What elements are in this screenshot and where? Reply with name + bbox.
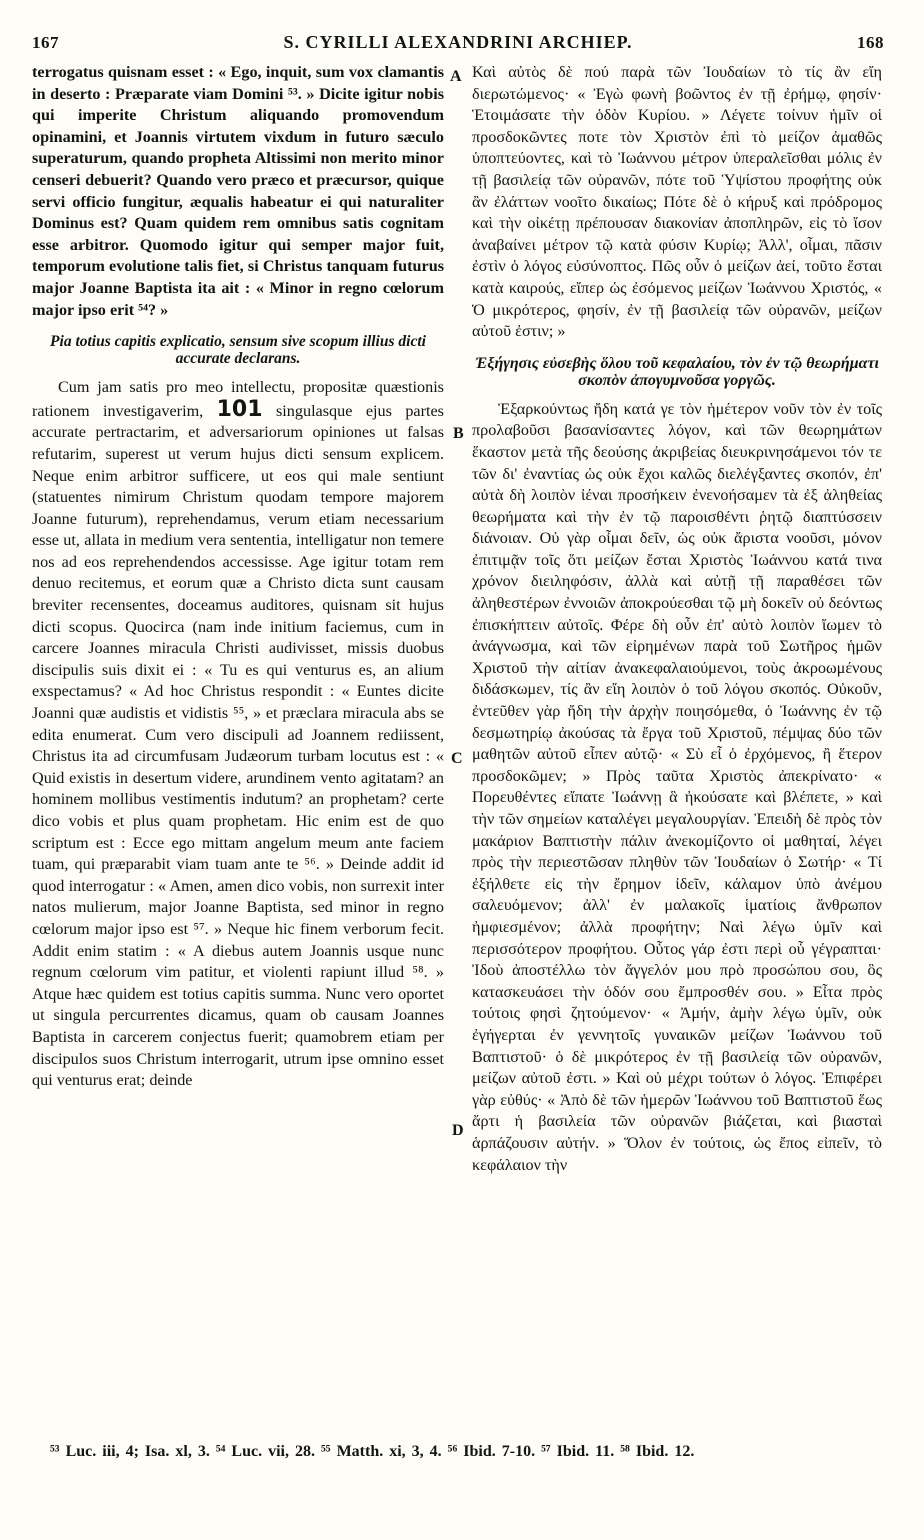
- latin-paragraph-2-start: Cum jam satis pro meo intellectu, propositæ quæstionis rationem investigaverim,: [32, 378, 444, 420]
- greek-section-title: Ἐξήγησις εὐσεβὴς ὅλου τοῦ κεφαλαίου, τὸν ἐν τῷ θεωρήματι σκοπὸν ἀπογυμνοῦσα γοργῶς.: [475, 354, 879, 389]
- latin-column: [32, 62, 444, 1092]
- margin-letter-d: D: [452, 1122, 464, 1139]
- latin-paragraph-2-rest: singulasque ejus partes accurate pertractarim, et adversariorum opiniones ut falsas refutarim, superest ut verum hujus dicti sensum explicem. Neque enim arbitror sufficere, ut eos qui male sentiunt (statuentes nimirum Christum quodam tempore majorem Joanne futurum), reprehendamus, verum etiam necessarium esse ut, allata in medium vera sententia, intelligatur non temere nos ad eos reprehendendos accessisse. Age igitur totam rem denuo recitemus, et eorum quæ a Christo dicta sunt causam breviter recensentes, doceamus auditores, quisnam sit hujus dicti scopus. Quocirca (nam inde initium faciemus, cum in carcere Joannes miracula Christi audivisset, missis duobus discipulis suis dixit ei : « Tu es qui venturus es, an alium exspectamus? « Ad hoc Christus respondit : « Euntes dicite Joanni quæ audistis et vidistis ⁵⁵, » et præclara miracula abs se edita enumerat. Cum vero discipuli ad Joannem rediissent, Christus ita ad circumfusam Judæorum turbam locutus est : « Quid existis in desertum videre, arundinem vento agitatam? an hominem mollibus vestimentis indutum? an prophetam? certe dico vobis et plus quam prophetam. Hic enim est de quo scriptum est : Ecce ego mittam angelum meum ante faciem tuam, qui præparabit viam tuam ante te ⁵⁶. » Deinde addit id quod interrogatur : « Amen, amen dico vobis, non surrexit inter natos mulierum, major Joanne Baptista, sed minor in regno cœlorum major ipso est ⁵⁷. » Neque hic finem verborum fecit. Addit enim statim : « A diebus autem Joannis usque nunc regnum cœlorum vim patitur, et violenti rapiunt illud ⁵⁸. » Atque hæc quidem est totius capitis summa. Nunc vero oportet ut singula percurrentes dicamus, quam ob causam Joannes Baptista in carcerem conjectus fuerit; quamobrem etiam per discipulos suos Christum interrogarit, utrum ipse omnino esset qui venturus erat; deinde: [32, 401, 444, 1090]
- footnotes: ⁵³ Luc. iii, 4; Isa. xl, 3. ⁵⁴ Luc. vii, 28. ⁵⁵ Matth. xi, 3, 4. ⁵⁶ Ibid. 7-10. ⁵⁷ Ibid. 11. ⁵⁸ Ibid. 12.: [50, 1443, 695, 1460]
- margin-letter-a: A: [450, 68, 462, 85]
- right-page-number: 168: [856, 33, 884, 52]
- margin-letter-b: B: [453, 425, 464, 442]
- greek-paragraph-1: Καὶ αὐτὸς δὲ πού παρὰ τῶν Ἰουδαίων τὸ τίς ἂν εἴη διερωτώμενος· « Ἐγὼ φωνὴ βοῶντος ἐν τῇ ἐρήμῳ, φησίν· Ἑτοιμάσατε τὴν ὁδὸν Κυρίου. » Λέγετε τοίνυν ἡμῖν οἱ προσδοκῶντες ποτε τὸν Χριστὸν ἐπὶ τὸ μείζον ἀμαθῶς ὑποπτεύοντες, καὶ τὸ Ἰωάννου μέτρον ὑπεραλεῖσθαι μόλις ἐν τῇ βασιλείᾳ τῶν οὐρανῶν, πότε τοῦ Ὑψίστου προφήτης οὐκ ἂν ἐλάττων νοοῖτο δικαίως; Πότε δὲ ὁ κήρυξ καὶ πρόδρομος καὶ τὴν οἰκέτῃ πρέπουσαν διακονίαν ἀποπληρῶν, εἰς τὸ ἴσον ἀναβαίνει μέτρον τῷ κατὰ φύσιν Κυρίῳ; Ἀλλ', οἶμαι, πᾶσιν ἐστὶν ὁ λόγος εὐσύνοπτος. Πῶς οὖν ὁ μείζων ἀεί, τοῦτο ἔσται κατὰ καιρούς, εἴπερ ὡς ἐσόμενος μείζων Ἰωάννου Χριστός, « Ὁ μικρότερος, φησίν, ἐν τῇ βασιλείᾳ τῶν οὐρανῶν, μείζων αὐτοῦ ἐστιν; »: [472, 63, 882, 341]
- latin-section-title: Pia totius capitis explicatio, sensum sive scopum illius dicti accurate declarans.: [50, 333, 426, 368]
- running-title: S. CYRILLI ALEXANDRINI ARCHIEP.: [283, 32, 633, 52]
- running-header: [32, 32, 884, 58]
- left-page-number: 167: [32, 33, 59, 52]
- column-number: 101: [216, 396, 263, 422]
- greek-column: [472, 62, 882, 1176]
- latin-paragraph-1: terrogatus quisnam esset : « Ego, inquit, sum vox clamantis in deserto : Præparate viam Domini ⁵³. » Dicite igitur nobis qui imperite Christum aliquando promovendum opinamini, et Joannis virtutem vixdum in futuro sæculo superaturum, quando propheta Altissimi non merito minor censeri debuerit? Quando vero præco et præcursor, quique servi officio fungitur, æqualis habeatur ei qui naturaliter Dominus est? Quam quidem rem omnibus satis cognitam esse arbitror. Quomodo igitur qui semper major fuit, temporum evolutione talis fiet, si Christus tanquam futurus major Joanne Baptista ita ait : « Minor in regno cœlorum major ipso erit ⁵⁴? »: [32, 63, 444, 319]
- greek-paragraph-2: Ἐξαρκούντως ἤδη κατά γε τὸν ἡμέτερον νοῦν τὸν ἐν τοῖς προλαβοῦσι βασανίσαντες λόγον, καὶ τῶν θεωρημάτων ἕκαστον μετὰ τῆς δεούσης ἀκριβείας διευκρινησάμενοι τόν τε τῶν δι' ἐναντίας ὡς οὐκ ἔχοι καλῶς διελέγξαντες σκοπόν, ἐπ' αὐτὰ δὴ λοιπὸν ἰέναι προσήκειν ἐνενοήσαμεν τὰ ἐξ ἀληθείας θεωρήματα καὶ τὴν ἐν τῷ παροισθέντι ῥητῷ διαπτύσσειν διάνοιαν. Οὐ γὰρ οἶμαι δεῖν, ὡς οὐκ ἄριστα νοοῦσι, μόνον ἐπιτιμᾷν τοῖς ὅτι μείζων ἔσται Χριστὸς Ἰωάννου κατά τινα χρόνον διειληφόσιν, ἀλλὰ καὶ αὐτῇ τῇ παραθέσει τῶν ἀληθεστέρων ἐννοιῶν ἀποκρούεσθαι τῷ μὴ δοκεῖν οὐ δεόντως ἐπισκήπτειν αὐτοῖς. Φέρε δὴ οὖν ἐπ' αὐτὸ λοιπὸν ἴωμεν τὸ ἀνάγνωσμα, καὶ τῶν εἰρημένων παρὰ τοῦ Σωτῆρος ἡμῶν Χριστοῦ τὴν αἰτίαν ἀνακεφαλαιούμενοι, τοὺς ἀκροωμένους διδάσκωμεν, τίς ἂν εἴη λοιπὸν ὁ τοῦ λόγου σκοπός. Οὐκοῦν, ἐντεῦθεν γὰρ ἤδη τὴν ἀρχὴν ποιησόμεθα, ὁ Ἰωάννης ἐν τῷ δεσμωτηρίῳ ἀκούσας τὰ ἔργα τοῦ Χριστοῦ, πέμψας δύο τῶν μαθητῶν αὐτοῦ εἶπεν αὐτῷ· « Σὺ εἶ ὁ ἐρχόμενος, ἢ ἕτερον προσδοκῶμεν; » Πρὸς ταῦτα Χριστὸς ἀπεκρίνατο· « Πορευθέντες εἴπατε Ἰωάννῃ ἃ ἠκούσατε καὶ βλέπετε, » καὶ τὴν τῶν σημείων καταλέγει μεγαλουργίαν. Ἐπειδὴ δὲ πρὸς τὸν μακάριον Βαπτιστὴν πάλιν ἀνεκομίζοντο οἱ μαθηταί, λέγει πρὸς τὴν περιεστῶσαν πληθὺν τῶν Ἰουδαίων ὁ Σωτήρ· « Τί ἐξήλθετε εἰς τὴν ἔρημον ἰδεῖν, κάλαμον ὑπὸ ἀνέμου σαλευόμενον; ἀλλ' ἐν μαλακοῖς ἱματίοις ἄνθρωπον ἠμφιεσμένον; ἀλλὰ προφήτην; Ναὶ λέγω ὑμῖν καὶ περισσότερον προφήτου. Οὗτος γάρ ἐστι περὶ οὗ γέγραπται· Ἰδοὺ ἀποστέλλω τὸν ἄγγελόν μου πρὸ προσώπου σου, ὃς κατασκευάσει τὴν ὁδόν σου ἔμπροσθέν σου. » Εἶτα πρὸς τούτοις φησὶ ζητούμενον· « Ἀμήν, ἀμὴν λέγω ὑμῖν, οὐκ ἐγήγερται ἐν γεννητοῖς γυναικῶν μείζων Ἰωάννου τοῦ Βαπτιστοῦ· ὁ δὲ μικρότερος ἐν τῇ βασιλείᾳ τῶν οὐρανῶν, μείζων αὐτοῦ ἐστι. » Καὶ οὐ μέχρι τούτων ὁ λόγος. Ἐπιφέρει γὰρ εὐθύς· « Ἀπὸ δὲ τῶν ἡμερῶν Ἰωάννου τοῦ Βαπτιστοῦ ἕως ἄρτι ἡ βασιλεία τῶν οὐρανῶν βιάζεται, καὶ βιασταὶ ἁρπάζουσιν αὐτήν. » Ὅλον ἐν τούτοις, ὡς ἔπος εἰπεῖν, τὸ κεφάλαιον τὴν: [472, 399, 882, 1174]
- margin-letter-c: C: [451, 750, 463, 767]
- latin-paragraph-2: [32, 377, 444, 1092]
